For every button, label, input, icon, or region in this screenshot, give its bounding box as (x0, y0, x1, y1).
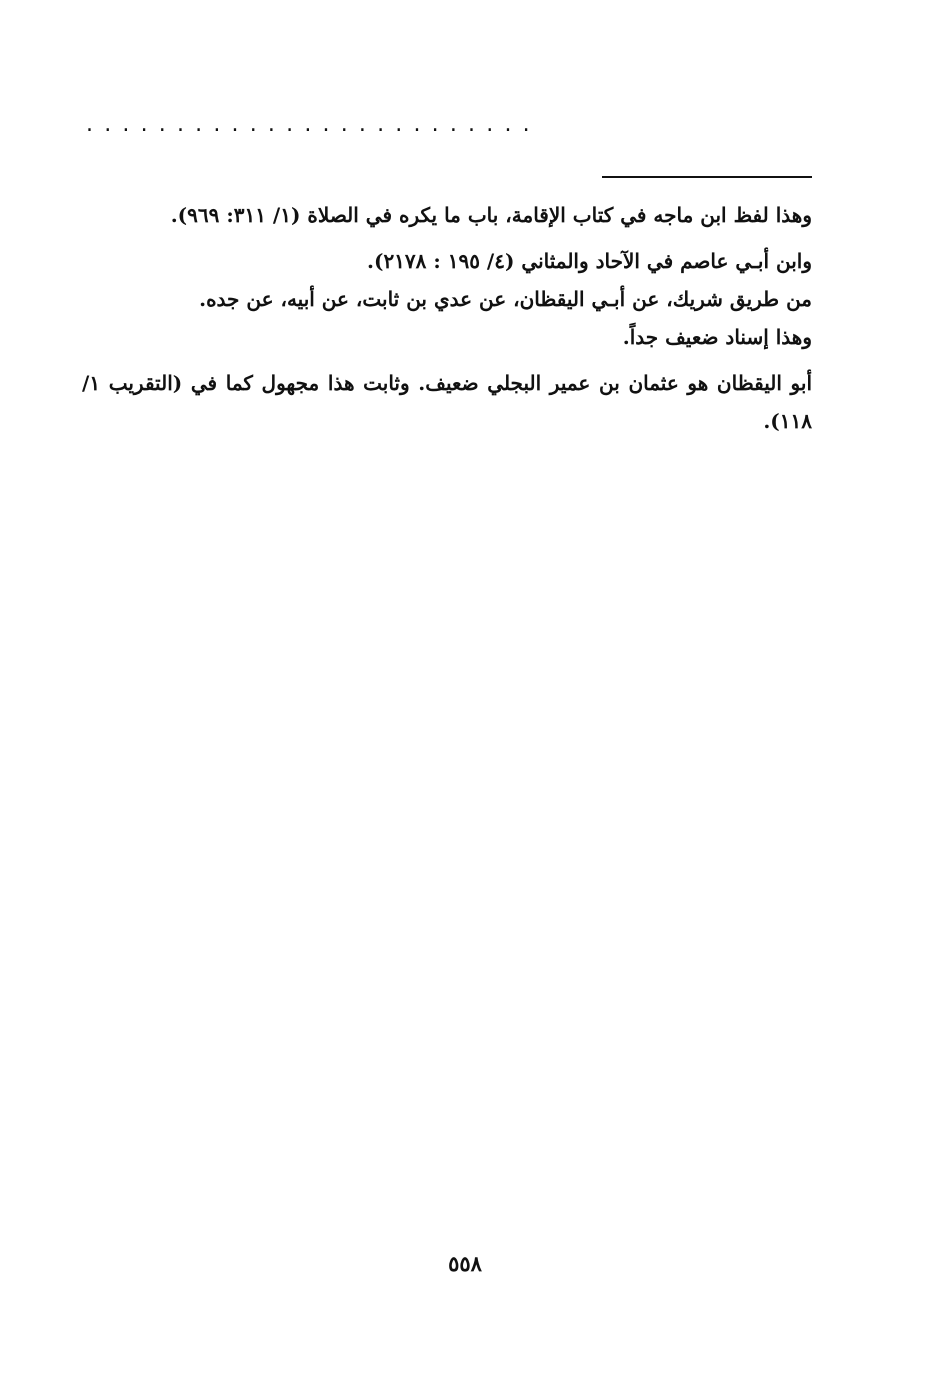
page-number: ٥٥٨ (448, 1251, 482, 1276)
footnotes-block (82, 196, 812, 440)
footnote-rule (602, 176, 812, 178)
footnote-grading: وهذا إسناد ضعيف جداً. (622, 325, 812, 349)
footnote-chain: من طريق شريك، عن أبـي اليقظان، عن عدي بن ثابت، عن أبيه، عن جده. (199, 287, 812, 311)
footnote-ibn-majah: وهذا لفظ ابن ماجه في كتاب الإقامة، باب ما يكره في الصلاة (١/ ٣١١: ٩٦٩). (170, 203, 812, 227)
footnote-ibn-abi-asim: وابن أبـي عاصم في الآحاد والمثاني (٤/ ١٩٥ : ٢١٧٨). (367, 249, 812, 273)
footnote-narrator-note: أبو اليقظان هو عثمان بن عمير البجلي ضعيف. وثابت هذا مجهول كما في (التقريب ١/ ١١٨). (82, 371, 812, 433)
dotted-separator: ......................... (86, 118, 541, 132)
